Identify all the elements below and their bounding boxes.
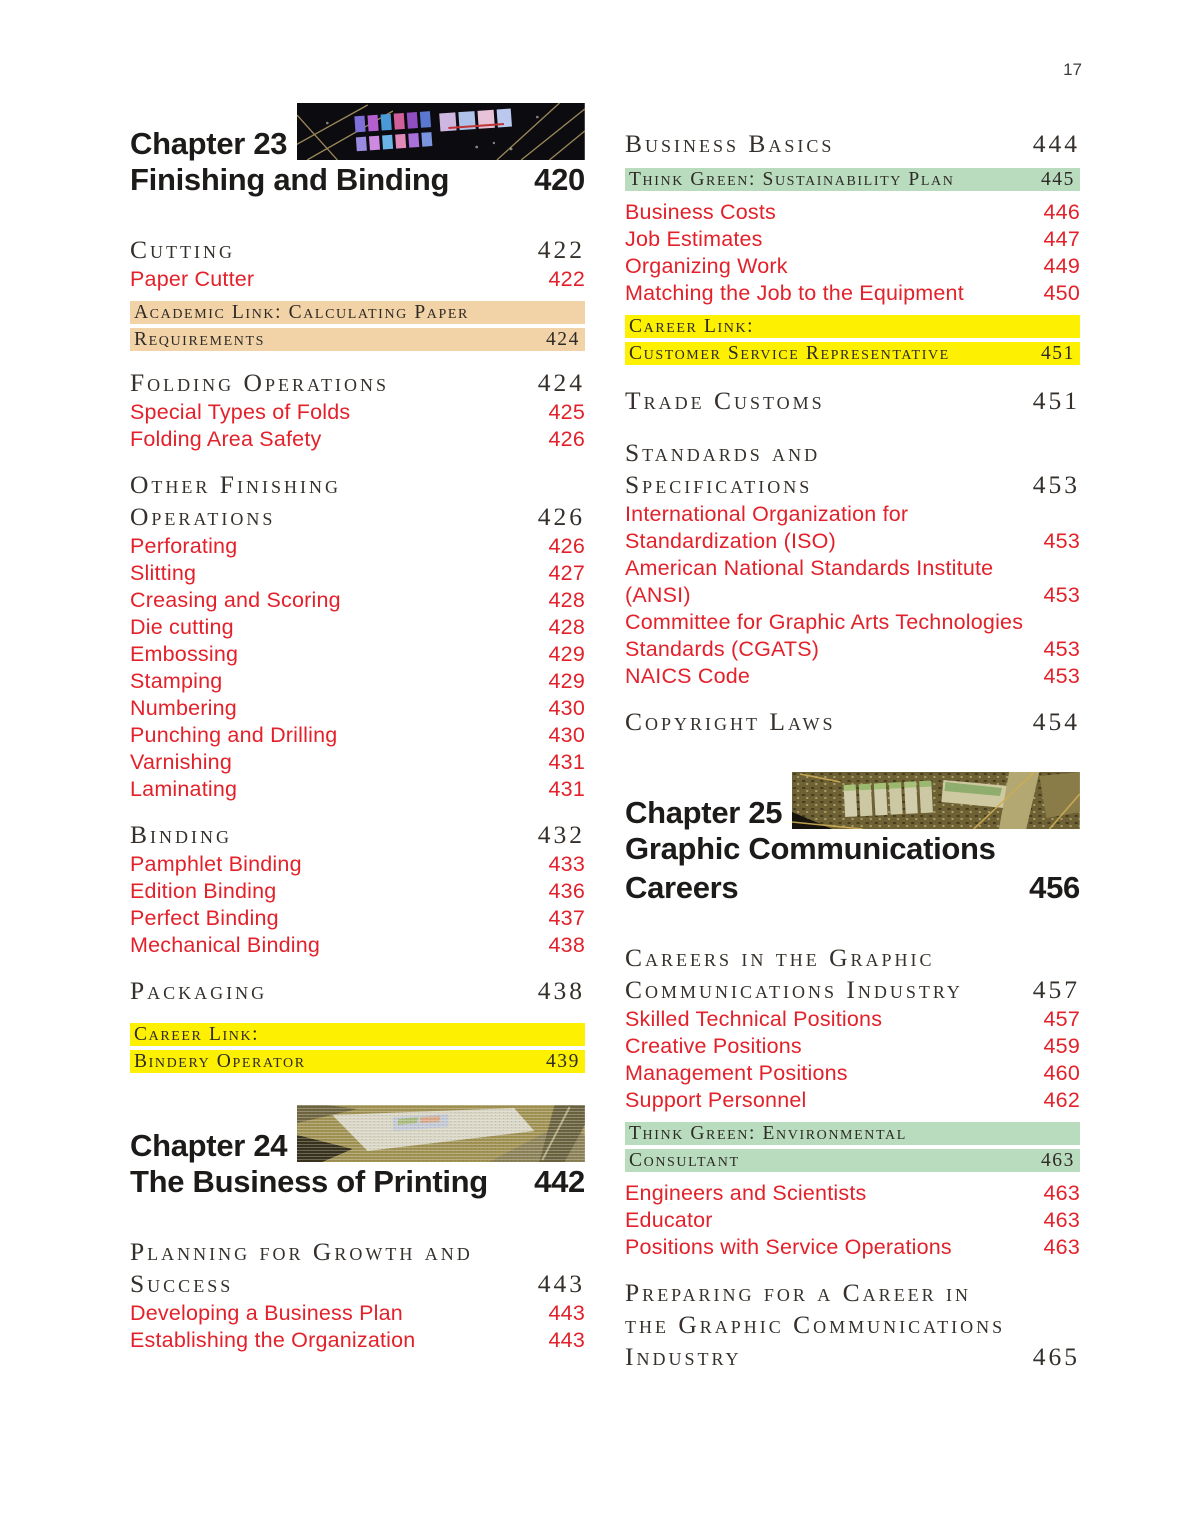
toc-item-label: Developing a Business Plan	[130, 1301, 403, 1325]
toc-entry-row	[625, 528, 1080, 555]
toc-item-label: Communications Industry	[625, 975, 963, 1004]
section-heading-row	[625, 942, 1080, 974]
toc-item-page: 453	[1043, 529, 1080, 553]
toc-item-page: 459	[1043, 1034, 1080, 1058]
section-heading-row	[625, 469, 1080, 501]
toc-item-page: 454	[1032, 707, 1080, 736]
section-heading-row	[625, 1277, 1080, 1309]
toc-item-label: Numbering	[130, 696, 237, 720]
section-heading-row	[130, 1268, 585, 1300]
toc-item-label: Think Green: Sustainability Plan	[629, 169, 955, 190]
toc-entry-row	[130, 641, 585, 668]
section-heading-row	[625, 385, 1080, 417]
toc-item-label: Special Types of Folds	[130, 400, 351, 424]
toc-item-page: 437	[548, 906, 585, 930]
highlight-row	[625, 1149, 1080, 1172]
section-heading-row	[130, 367, 585, 399]
chapter-25-photo	[792, 772, 1080, 829]
toc-item-page: 453	[1043, 637, 1080, 661]
chapter-23-photo	[297, 103, 585, 160]
toc-item-page: 431	[548, 750, 585, 774]
toc-item-page: 451	[1040, 343, 1075, 364]
toc-entry-row	[625, 1060, 1080, 1087]
toc-item-label: Folding Area Safety	[130, 427, 322, 451]
toc-item-label: Matching the Job to the Equipment	[625, 281, 964, 305]
toc-item-page: 453	[1043, 664, 1080, 688]
toc-item-label: Die cutting	[130, 615, 234, 639]
toc-item-label: International Organization for	[625, 502, 909, 526]
toc-entry-row	[130, 533, 585, 560]
chapter-23-top-row	[130, 103, 585, 160]
toc-item-label: Educator	[625, 1208, 713, 1232]
toc-item-page: 463	[1043, 1181, 1080, 1205]
toc-item-page: 462	[1043, 1088, 1080, 1112]
toc-item-label: Varnishing	[130, 750, 232, 774]
toc-rows-right-a	[625, 128, 1080, 738]
toc-entry-row	[625, 253, 1080, 280]
toc-item-label: Establishing the Organization	[130, 1328, 416, 1352]
toc-item-label: Standardization (ISO)	[625, 529, 836, 553]
toc-item-page: 453	[1032, 470, 1080, 499]
toc-item-label: Cutting	[130, 235, 235, 264]
toc-item-page: 428	[548, 615, 585, 639]
toc-item-label: Careers in the Graphic	[625, 943, 935, 972]
toc-entry-row	[130, 399, 585, 426]
section-heading-row	[625, 974, 1080, 1006]
highlight-row	[130, 301, 585, 324]
toc-entry-row	[130, 426, 585, 453]
toc-item-label: Career Link:	[629, 316, 755, 337]
chapter-25-label: Chapter 25	[625, 795, 783, 830]
toc-item-label: Mechanical Binding	[130, 933, 321, 957]
toc-item-label: Requirements	[134, 329, 265, 350]
toc-item-label: Pamphlet Binding	[130, 852, 302, 876]
toc-entry-row	[130, 749, 585, 776]
toc-entry-row	[130, 695, 585, 722]
toc-item-label: Think Green: Environmental	[629, 1123, 907, 1144]
toc-item-page: 438	[537, 976, 585, 1005]
toc-entry-row	[130, 905, 585, 932]
toc-entry-row	[130, 722, 585, 749]
toc-entry-row	[130, 776, 585, 803]
chapter-24-photo	[297, 1105, 585, 1162]
toc-item-label: Bindery Operator	[134, 1051, 306, 1072]
toc-item-label: American National Standards Institute	[625, 556, 994, 580]
toc-item-label: Preparing for a Career in	[625, 1278, 972, 1307]
toc-item-page: 426	[548, 427, 585, 451]
toc-item-page: 426	[537, 502, 585, 531]
toc-item-page: 439	[545, 1051, 580, 1072]
toc-item-label: Academic Link: Calculating Paper	[134, 302, 469, 323]
highlight-row	[130, 328, 585, 351]
chapter-25-title-line1: Graphic Communications	[625, 831, 996, 866]
toc-item-page: 465	[1032, 1342, 1080, 1371]
chapter-23-page: 420	[534, 162, 585, 197]
toc-item-label: Laminating	[130, 777, 238, 801]
chapter-25-heading	[625, 772, 1080, 907]
chapter-23-label: Chapter 23	[130, 126, 288, 161]
section-heading-row	[625, 128, 1080, 160]
toc-item-label: Punching and Drilling	[130, 723, 338, 747]
toc-rows-left-b	[130, 1236, 585, 1354]
highlight-row	[130, 1023, 585, 1046]
toc-item-page: 422	[548, 267, 585, 291]
toc-item-label: Embossing	[130, 642, 239, 666]
section-heading-row	[130, 501, 585, 533]
toc-item-label: Business Basics	[625, 129, 835, 158]
toc-item-label: Standards and	[625, 438, 821, 467]
chapter-23-title-row	[130, 160, 585, 199]
toc-item-page: 430	[548, 696, 585, 720]
toc-item-page: 427	[548, 561, 585, 585]
toc-item-label: Management Positions	[625, 1061, 848, 1085]
toc-entry-row	[625, 1207, 1080, 1234]
toc-item-page: 443	[548, 1328, 585, 1352]
chapter-25-title-row-1	[625, 829, 1080, 868]
highlight-row	[625, 315, 1080, 338]
toc-item-page: 424	[545, 329, 580, 350]
toc-item-page: 443	[548, 1301, 585, 1325]
toc-item-page: 430	[548, 723, 585, 747]
toc-item-page: 422	[537, 235, 585, 264]
toc-item-page: 433	[548, 852, 585, 876]
toc-entry-row	[625, 636, 1080, 663]
toc-item-page: 451	[1032, 386, 1080, 415]
toc-item-label: Organizing Work	[625, 254, 788, 278]
toc-item-page: 424	[537, 368, 585, 397]
toc-right-column	[625, 128, 1080, 1373]
toc-item-label: Binding	[130, 820, 232, 849]
toc-entry-row	[130, 1300, 585, 1327]
section-heading-row	[625, 706, 1080, 738]
toc-item-label: Perforating	[130, 534, 238, 558]
toc-item-page: 426	[548, 534, 585, 558]
toc-item-page: 444	[1032, 129, 1080, 158]
chapter-24-top-row	[130, 1105, 585, 1162]
toc-entry-row	[130, 668, 585, 695]
toc-left-column	[130, 103, 585, 1354]
toc-item-page: 453	[1043, 583, 1080, 607]
toc-item-page: 463	[1043, 1208, 1080, 1232]
toc-item-label: Creasing and Scoring	[130, 588, 341, 612]
highlight-row	[625, 342, 1080, 365]
toc-rows-right-b	[625, 942, 1080, 1373]
toc-item-page: 457	[1032, 975, 1080, 1004]
toc-item-label: Engineers and Scientists	[625, 1181, 867, 1205]
toc-entry-row	[625, 1006, 1080, 1033]
toc-item-label: Slitting	[130, 561, 197, 585]
chapter-24-title-row	[130, 1162, 585, 1201]
section-heading-row	[625, 1341, 1080, 1373]
toc-item-page: 447	[1043, 227, 1080, 251]
toc-item-page: 449	[1043, 254, 1080, 278]
toc-entry-row	[130, 932, 585, 959]
toc-item-label: Planning for Growth and	[130, 1237, 473, 1266]
toc-entry-row	[625, 1033, 1080, 1060]
toc-item-label: Support Personnel	[625, 1088, 807, 1112]
toc-item-label: Positions with Service Operations	[625, 1235, 952, 1259]
toc-entry-row	[625, 582, 1080, 609]
toc-entry-row	[625, 555, 1080, 582]
toc-entry-row	[130, 851, 585, 878]
toc-item-label: Committee for Graphic Arts Technologies	[625, 610, 1024, 634]
section-heading-row	[130, 234, 585, 266]
toc-item-label: Customer Service Representative	[629, 343, 950, 364]
highlight-row	[625, 168, 1080, 191]
toc-item-label: Standards (CGATS)	[625, 637, 820, 661]
toc-item-page: 457	[1043, 1007, 1080, 1031]
section-heading-row	[130, 819, 585, 851]
toc-rows-left-a	[130, 234, 585, 1073]
toc-item-label: Packaging	[130, 976, 268, 1005]
toc-item-label: Copyright Laws	[625, 707, 836, 736]
toc-entry-row	[625, 501, 1080, 528]
toc-item-label: NAICS Code	[625, 664, 751, 688]
toc-item-page: 429	[548, 669, 585, 693]
toc-item-page: 463	[1040, 1150, 1075, 1171]
section-heading-row	[625, 1309, 1080, 1341]
chapter-24-heading	[130, 1105, 585, 1201]
toc-item-page: 429	[548, 642, 585, 666]
toc-item-page: 460	[1043, 1061, 1080, 1085]
toc-item-label: Consultant	[629, 1150, 740, 1171]
highlight-row	[625, 1122, 1080, 1145]
toc-entry-row	[625, 1180, 1080, 1207]
toc-item-page: 425	[548, 400, 585, 424]
toc-item-page: 428	[548, 588, 585, 612]
toc-item-label: Edition Binding	[130, 879, 277, 903]
toc-item-page: 443	[537, 1269, 585, 1298]
toc-item-label: Business Costs	[625, 200, 776, 224]
toc-entry-row	[625, 280, 1080, 307]
page-number: 17	[1063, 60, 1082, 79]
toc-item-label: Perfect Binding	[130, 906, 279, 930]
toc-entry-row	[625, 663, 1080, 690]
toc-item-label: Other Finishing	[130, 470, 341, 499]
toc-item-label: Trade Customs	[625, 386, 825, 415]
toc-item-page: 432	[537, 820, 585, 849]
toc-entry-row	[625, 1234, 1080, 1261]
toc-item-page: 436	[548, 879, 585, 903]
toc-entry-row	[130, 614, 585, 641]
toc-item-page: 438	[548, 933, 585, 957]
toc-item-label: Industry	[625, 1342, 742, 1371]
section-heading-row	[130, 975, 585, 1007]
chapter-25-title-line2: Careers	[625, 870, 739, 905]
highlight-row	[130, 1050, 585, 1073]
chapter-23-heading	[130, 103, 585, 199]
toc-item-label: Paper Cutter	[130, 267, 255, 291]
toc-item-page: 445	[1040, 169, 1075, 190]
toc-item-page: 431	[548, 777, 585, 801]
toc-item-label: Skilled Technical Positions	[625, 1007, 883, 1031]
chapter-24-label: Chapter 24	[130, 1128, 288, 1163]
toc-entry-row	[625, 199, 1080, 226]
section-heading-row	[130, 469, 585, 501]
toc-entry-row	[625, 226, 1080, 253]
toc-entry-row	[625, 609, 1080, 636]
toc-entry-row	[130, 266, 585, 293]
toc-item-label: the Graphic Communications	[625, 1310, 1006, 1339]
toc-item-label: Specifications	[625, 470, 813, 499]
chapter-25-page: 456	[1029, 870, 1080, 905]
toc-item-label: Creative Positions	[625, 1034, 802, 1058]
toc-item-label: Stamping	[130, 669, 223, 693]
toc-item-label: (ANSI)	[625, 583, 691, 607]
toc-entry-row	[130, 878, 585, 905]
toc-item-page: 446	[1043, 200, 1080, 224]
chapter-25-title-row-2	[625, 868, 1080, 907]
chapter-24-title: The Business of Printing	[130, 1164, 488, 1199]
toc-item-page: 450	[1043, 281, 1080, 305]
toc-entry-row	[130, 560, 585, 587]
toc-item-label: Folding Operations	[130, 368, 389, 397]
toc-entry-row	[130, 1327, 585, 1354]
chapter-23-title: Finishing and Binding	[130, 162, 450, 197]
chapter-25-top-row	[625, 772, 1080, 829]
toc-item-label: Operations	[130, 502, 276, 531]
toc-item-label: Success	[130, 1269, 234, 1298]
chapter-24-page: 442	[534, 1164, 585, 1199]
toc-entry-row	[625, 1087, 1080, 1114]
toc-entry-row	[130, 587, 585, 614]
toc-item-label: Job Estimates	[625, 227, 763, 251]
toc-item-page: 463	[1043, 1235, 1080, 1259]
toc-item-label: Career Link:	[134, 1024, 260, 1045]
section-heading-row	[130, 1236, 585, 1268]
section-heading-row	[625, 437, 1080, 469]
